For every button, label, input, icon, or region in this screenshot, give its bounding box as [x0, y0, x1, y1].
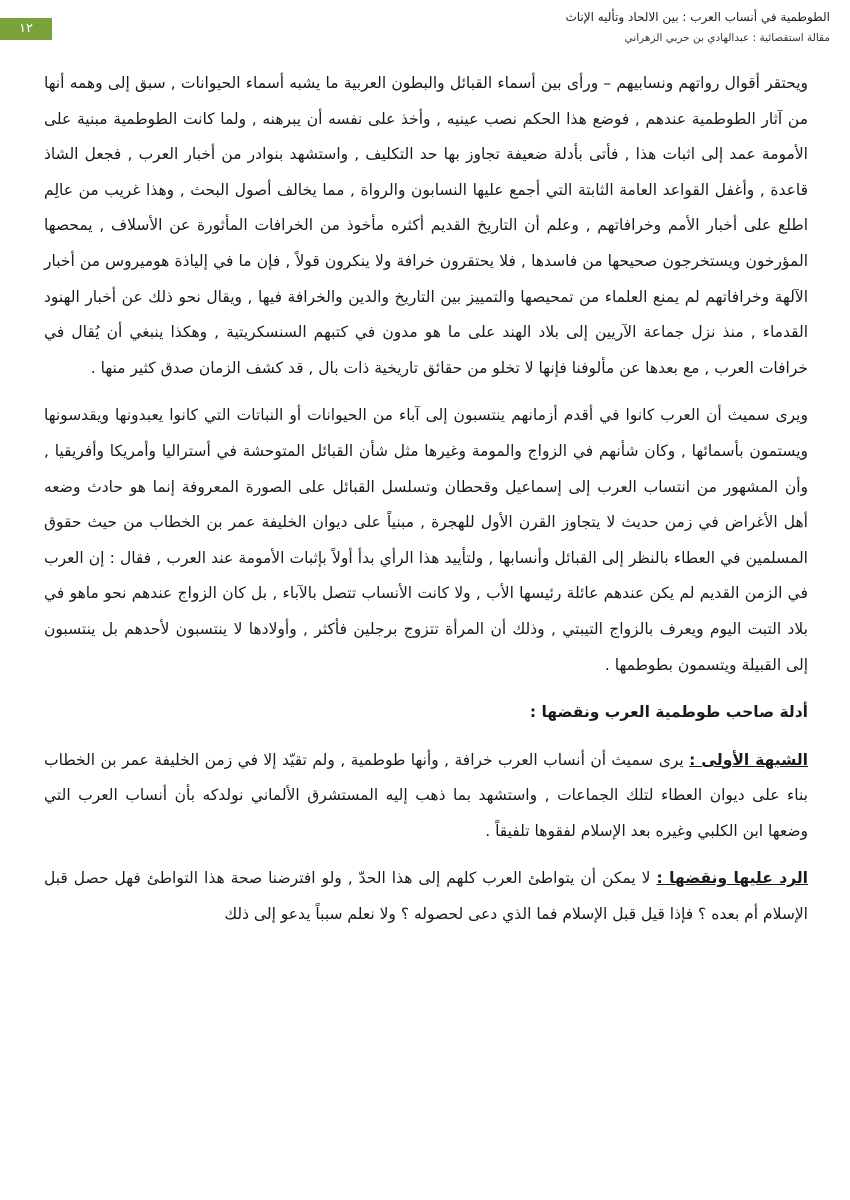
article-body	[44, 66, 808, 933]
section-heading: أدلة صاحب طوطمية العرب ونقضها :	[529, 703, 808, 722]
reply-paragraph	[44, 861, 808, 932]
page-header	[0, 0, 850, 58]
reply-text: لا يمكن أن يتواطئ العرب كلهم إلى هذا الحدّ , ولو افترضنا صحة هذا التواطئ فهل حصل قبل الإسلام أم بعده ؟ فإذا قيل قبل الإسلام فما الذي دعى لحصوله ؟ ولا نعلم سبباً يدعو إلى ذلك	[44, 869, 808, 924]
running-title: الطوطمية في أنساب العرب : بين الالحاد وتأليه الإناث	[565, 10, 830, 24]
point-label: الشبهة الأولى :	[689, 750, 808, 769]
reply-label: الرد عليها ونقضها :	[656, 869, 808, 888]
header-text	[270, 8, 830, 46]
running-subtitle: مقالة استقصائية : عبدالهادي بن حربي الزهراني	[624, 32, 830, 44]
point-text: يرى سميث أن أنساب العرب خرافة , وأنها طوطمية , ولم تقيّد إلا في زمن الخليفة عمر بن الخطاب بناء على ديوان العطاء لتلك الجماعات , واستشهد بما ذهب إليه المستشرق الألماني نولدكه بأن أنساب العرب التي وضعها ابن الكلبي وغيره بعد الإسلام لفقوها تلفيقاً .	[44, 750, 808, 840]
page-number-badge: ١٢	[0, 18, 52, 40]
paragraph: ويحتقر أقوال رواتهم ونسابيهم – ورأى بين أسماء القبائل والبطون العربية ما يشبه أسماء الحيوانات , سبق إلى وهمه أنها من آثار الطوطمية عندهم , فوضع هذا الحكم نصب عينيه , وأخذ على نفسه أن يبرهنه , ولما كانت الطوطمية مبنية على الأمومة عمد إلى اثبات هذا , فأتى بأدلة ضعيفة تجاوز بها حد التكليف , واستشهد بنوادر من أخبار العرب , فجعل الشاذ قاعدة , وأغفل القواعد العامة الثابتة التي أجمع عليها النسابون والرواة , مما يخالف أصول البحث , وهذا غريب من عالِم اطلع على أخبار الأمم وخرافاتهم , وعلم أن التاريخ القديم أكثره مأخوذ من الخرافات المأثورة عن الأسلاف , يمحصها المؤرخون ويستخرجون صحيحها من فاسدها , فلا يحتقرون خرافة ولا ينكرون قولاً , فإن ما في إلياذة هوميروس من أخبار الآلهة وخرافاتهم لم يمنع العلماء من تمحيصها والتمييز بين التاريخ والدين والخرافة فيها , ويقال نحو ذلك عن أخبار الهنود القدماء , منذ نزل جماعة الآريين إلى بلاد الهند على ما هو مدون في كتبهم السنسكريتية , وهكذا ينبغي أن يُقال في خرافات العرب , مع بعدها عن مألوفنا فإنها لا تخلو من حقائق تاريخية ذات بال , قد كشف الزمان صدق كثير منها .	[44, 74, 808, 377]
point-paragraph	[44, 743, 808, 850]
paragraph: ويرى سميث أن العرب كانوا في أقدم أزمانهم ينتسبون إلى آباء من الحيوانات أو النباتات التي كانوا يعبدونها ويقدسونها ويستمون بأسمائها , وكان شأنهم في الزواج والمومة وغيرها مثل شأن القبائل المتوحشة في أستراليا وأمريكا وأفريقيا , وأن المشهور من انتساب العرب إلى إسماعيل وقحطان وتسلسل القبائل على الصورة المعروفة إنما هو حادث وضعه أهل الأغراض في زمن حديث لا يتجاوز القرن الأول للهجرة , مبنياً على ديوان الخليفة عمر بن الخطاب من حيث حقوق المسلمين في العطاء بالنظر إلى القبائل وأنسابها , ولتأييد هذا الرأي بدأ أولاً بإثبات الأمومة عند العرب , فقال : إن العرب في الزمن القديم لم يكن عندهم عائلة رئيسها الأب , ولا كانت الأنساب تتصل بالآباء , بل كان الزواج عندهم نحو ماهو في بلاد التبت اليوم ويعرف بالزواج التيبتي , وذلك أن المرأة تتزوج برجلين فأكثر , وأولادها لا ينتسبون لأحدهم بل ينتسبون إلى القبيلة ويتسمون بطوطمها .	[44, 406, 808, 674]
